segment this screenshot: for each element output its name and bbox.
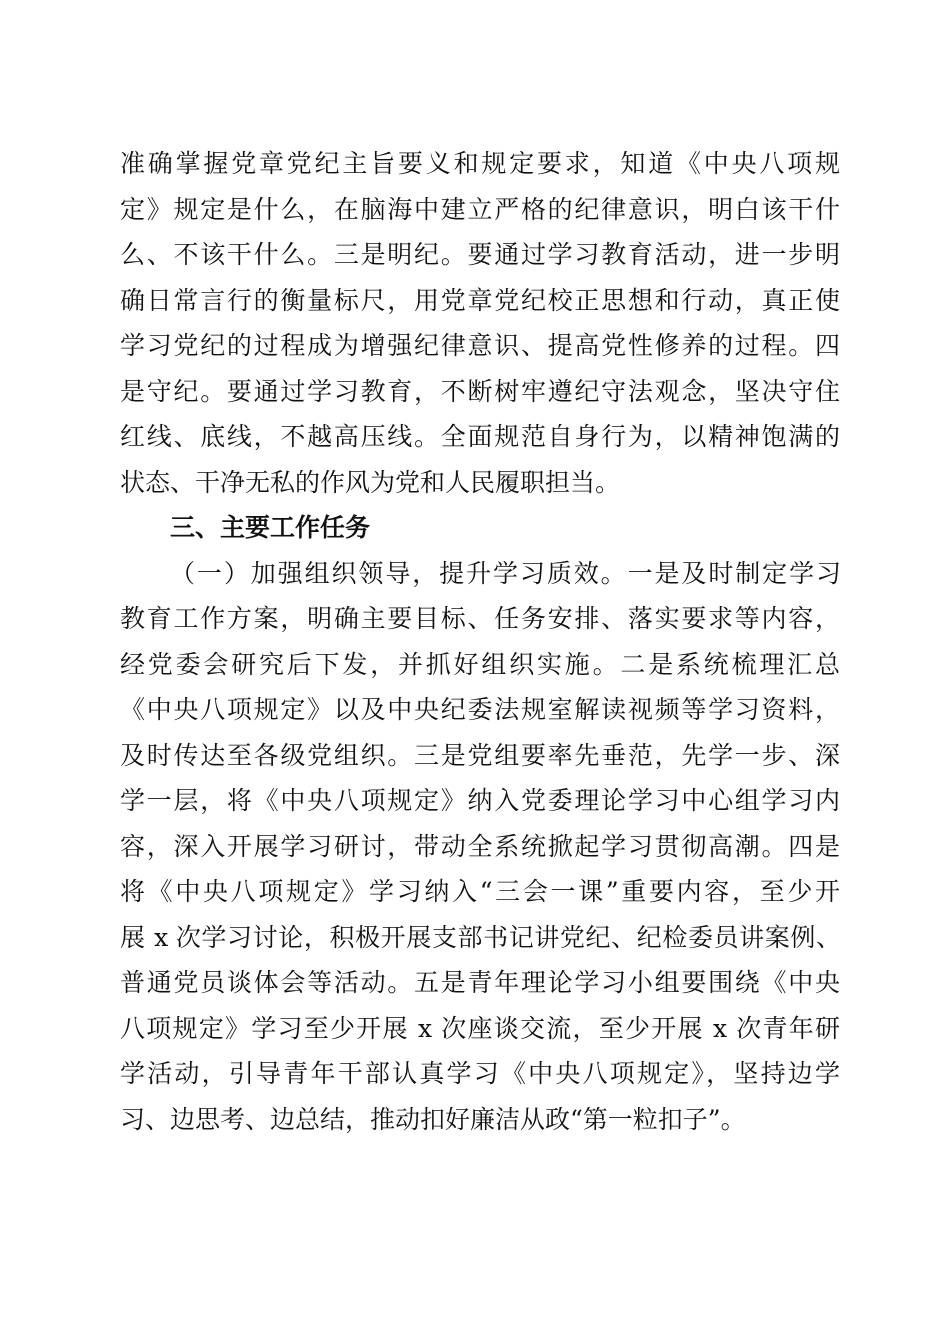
paragraph-1-line-1: 准确掌握党章党纪主旨要义和规定要求，知道《中央八项规 (120, 149, 840, 178)
paragraph-2-line-9: 展 x 次学习讨论，积极开展支部书记讲党纪、纪检委员讲案例、 (120, 922, 840, 952)
document-body (120, 141, 840, 1142)
paragraph-1-line-8: 状态、干净无私的作风为党和人民履职担当。 (120, 467, 621, 497)
paragraph-2-line-13: 习、边思考、边总结，推动扣好廉洁从政“第一粒扣子”。 (120, 1104, 746, 1134)
paragraph-1-line-6: 是守纪。要通过学习教育，不断树牢遵纪守法观念，坚决守住 (120, 376, 840, 406)
paragraph-2-line-5: 及时传达至各级党组织。三是党组要率先垂范，先学一步、深 (120, 740, 840, 770)
paragraph-2-line-2: 教育工作方案，明确主要目标、任务安排、落实要求等内容， (120, 604, 840, 633)
paragraph-2-line-1: （一）加强组织领导，提升学习质效。一是及时制定学习 (170, 558, 840, 588)
paragraph-2-line-7: 容，深入开展学习研讨，带动全系统掀起学习贯彻高潮。四是 (120, 831, 840, 861)
paragraph-2-line-10: 普通党员谈体会等活动。五是青年理论学习小组要围绕《中央 (120, 968, 840, 997)
paragraph-2-line-8: 将《中央八项规定》学习纳入“三会一课”重要内容，至少开 (120, 877, 840, 906)
paragraph-1-line-7: 红线、底线，不越高压线。全面规范自身行为，以精神饱满的 (120, 422, 840, 451)
paragraph-2-line-3: 经党委会研究后下发，并抓好组织实施。二是系统梳理汇总 (120, 649, 840, 679)
section-heading: 三、主要工作任务 (170, 513, 371, 542)
paragraph-1-line-2: 定》规定是什么，在脑海中建立严格的纪律意识，明白该干什 (120, 194, 840, 224)
paragraph-1-line-5: 学习党纪的过程成为增强纪律意识、提高党性修养的过程。四 (120, 331, 840, 360)
paragraph-2-line-12: 学活动，引导青年干部认真学习《中央八项规定》，坚持边学 (120, 1059, 840, 1088)
paragraph-2-line-4: 《中央八项规定》以及中央纪委法规室解读视频等学习资料， (120, 695, 840, 724)
paragraph-1-line-3: 么、不该干什么。三是明纪。要通过学习教育活动，进一步明 (120, 240, 840, 269)
paragraph-2-line-6: 学一层，将《中央八项规定》纳入党委理论学习中心组学习内 (120, 786, 840, 815)
paragraph-1-line-4: 确日常言行的衡量标尺，用党章党纪校正思想和行动，真正使 (120, 285, 840, 315)
paragraph-2-line-11: 八项规定》学习至少开展 x 次座谈交流，至少开展 x 次青年研 (120, 1013, 840, 1043)
